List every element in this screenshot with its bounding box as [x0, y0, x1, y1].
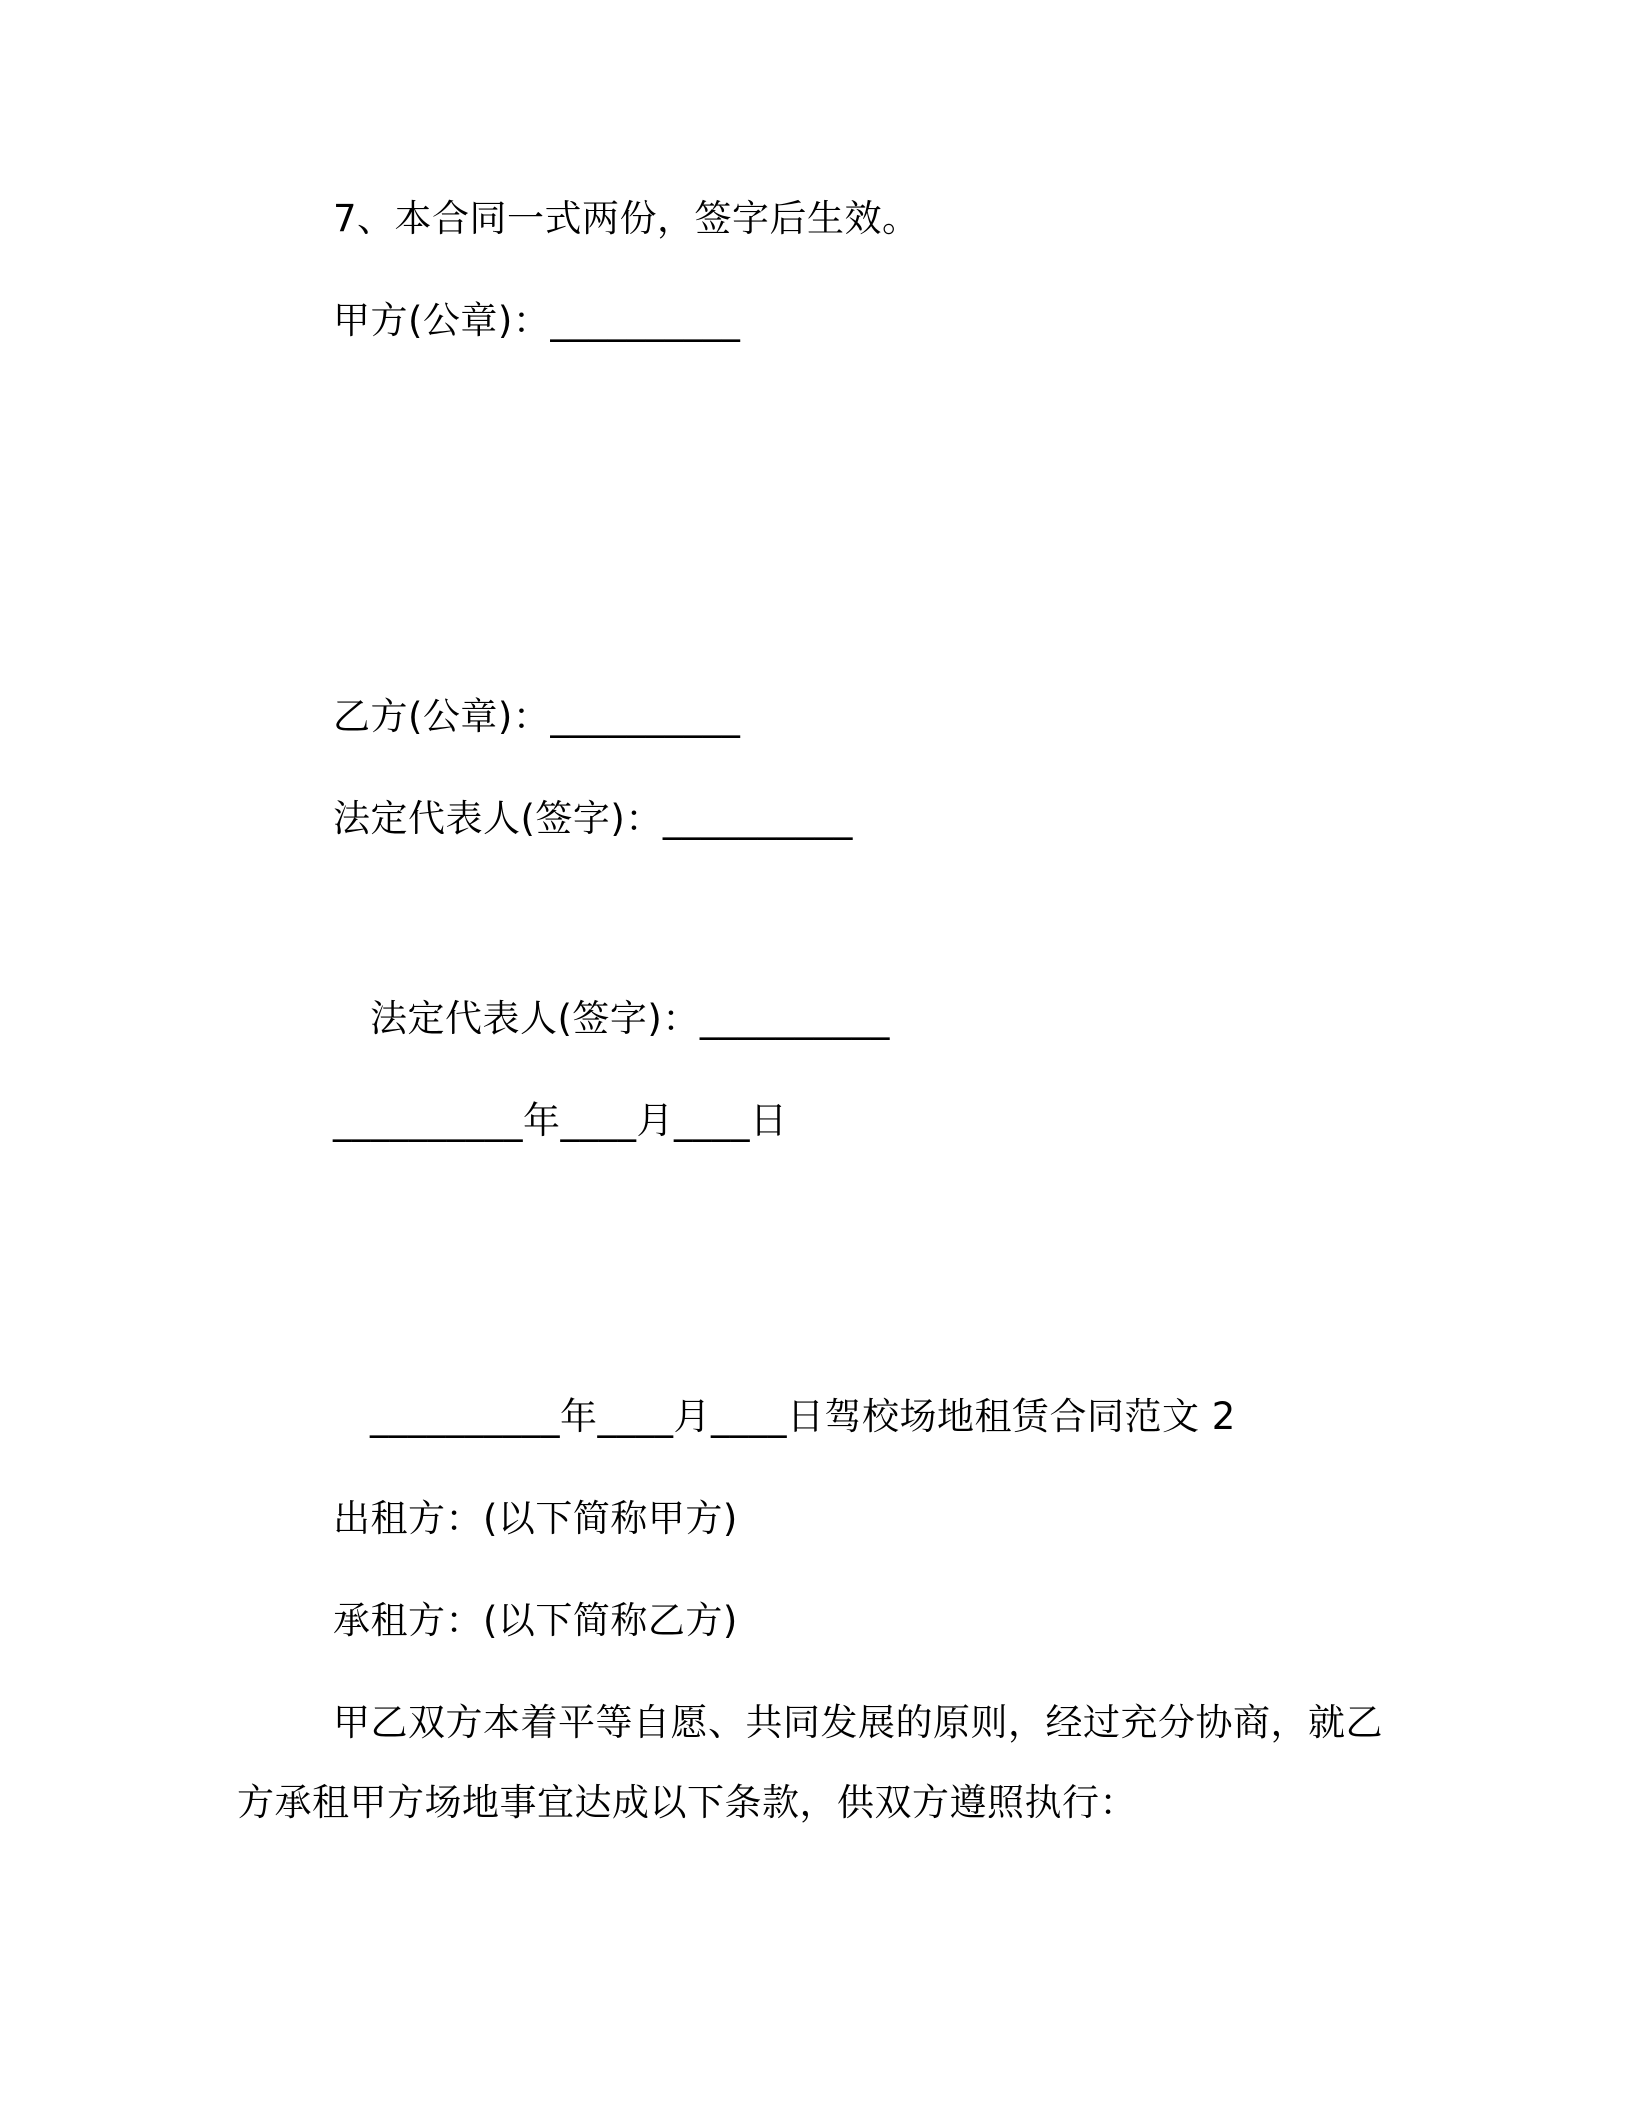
- lessee-line: 承租方：(以下简称乙方): [333, 1599, 738, 1642]
- intro-paragraph-line-1: 甲乙双方本着平等自愿、共同发展的原则，经过充分协商，就乙: [333, 1701, 1383, 1744]
- intro-paragraph-line-2: 方承租甲方场地事宜达成以下条款，供双方遵照执行：: [237, 1781, 1137, 1824]
- party-b-seal-line: 乙方(公章)：__________: [333, 695, 741, 738]
- date-line: __________年____月____日: [333, 1099, 788, 1142]
- party-a-seal-line: 甲方(公章)：__________: [333, 299, 741, 342]
- lessor-line: 出租方：(以下简称甲方): [333, 1497, 738, 1540]
- clause-7: 7、本合同一式两份，签字后生效。: [333, 197, 920, 240]
- legal-representative-signature-line: 法定代表人(签字)：__________: [333, 797, 853, 840]
- second-contract-title: __________年____月____日驾校场地租赁合同范文 2: [370, 1395, 1236, 1438]
- legal-representative-signature-line-2: 法定代表人(签字)：__________: [370, 997, 890, 1040]
